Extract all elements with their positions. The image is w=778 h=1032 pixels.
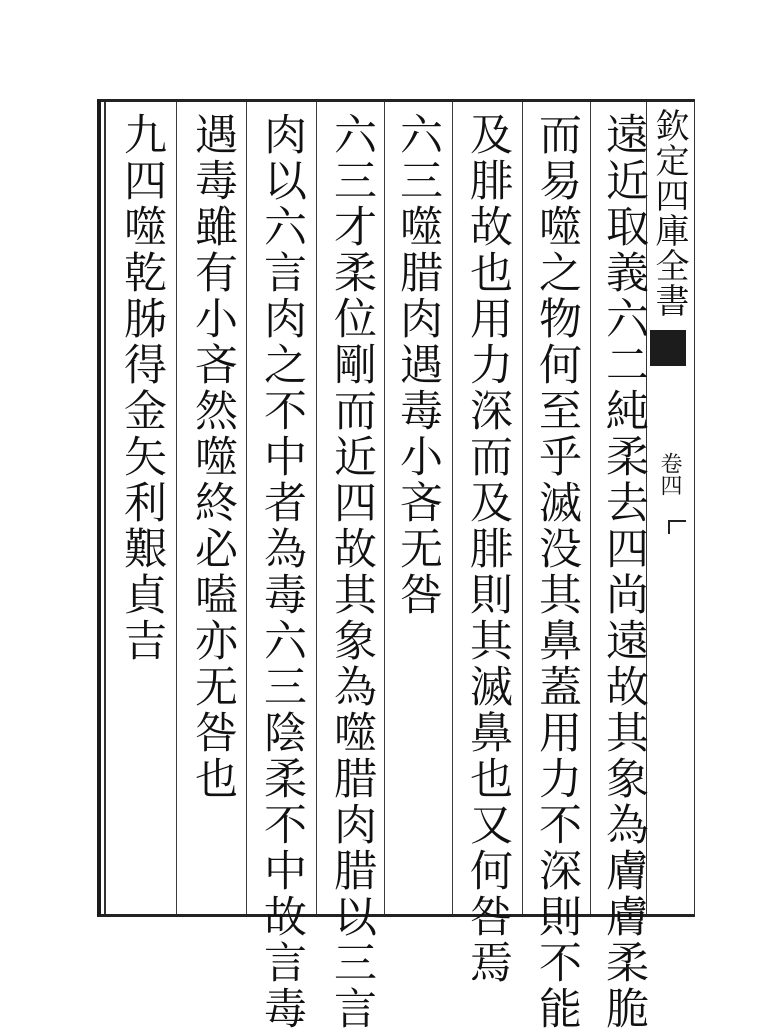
column-rule [246,102,247,914]
text-column-5: 六三才柔位剛而近四故其象為噬腊肉腊以三言 [327,112,377,1032]
column-rule [384,102,385,914]
column-rule [452,102,453,914]
frame-inner-rule [104,102,106,914]
text-column-7: 遇毒雖有小吝然噬終必嗑亦无咎也 [188,112,238,802]
column-rule [590,102,591,914]
fish-tail-mark [650,330,686,366]
text-column-4: 六三噬腊肉遇毒小吝无咎 [393,112,443,618]
text-column-2: 而易噬之物何至乎滅没其鼻蓋用力不深則不能 [532,112,582,1032]
column-rule [176,102,177,914]
text-column-1: 遠近取義六二純柔去四尚遠故其象為膚膚柔脆 [599,112,649,1032]
column-rule [316,102,317,914]
volume-label: 卷四 [657,452,682,496]
page-corner-mark [668,520,686,534]
text-column-3: 及腓故也用力深而及腓則其滅鼻也又何咎焉 [463,112,513,986]
text-column-8: 九四噬乾胏得金矢利艱貞吉 [117,112,167,664]
column-rule [522,102,523,914]
book-title: 欽定四庫全書 [649,108,689,318]
text-column-6: 肉以六言肉之不中者為毒六三陰柔不中故言毒 [257,112,307,1032]
